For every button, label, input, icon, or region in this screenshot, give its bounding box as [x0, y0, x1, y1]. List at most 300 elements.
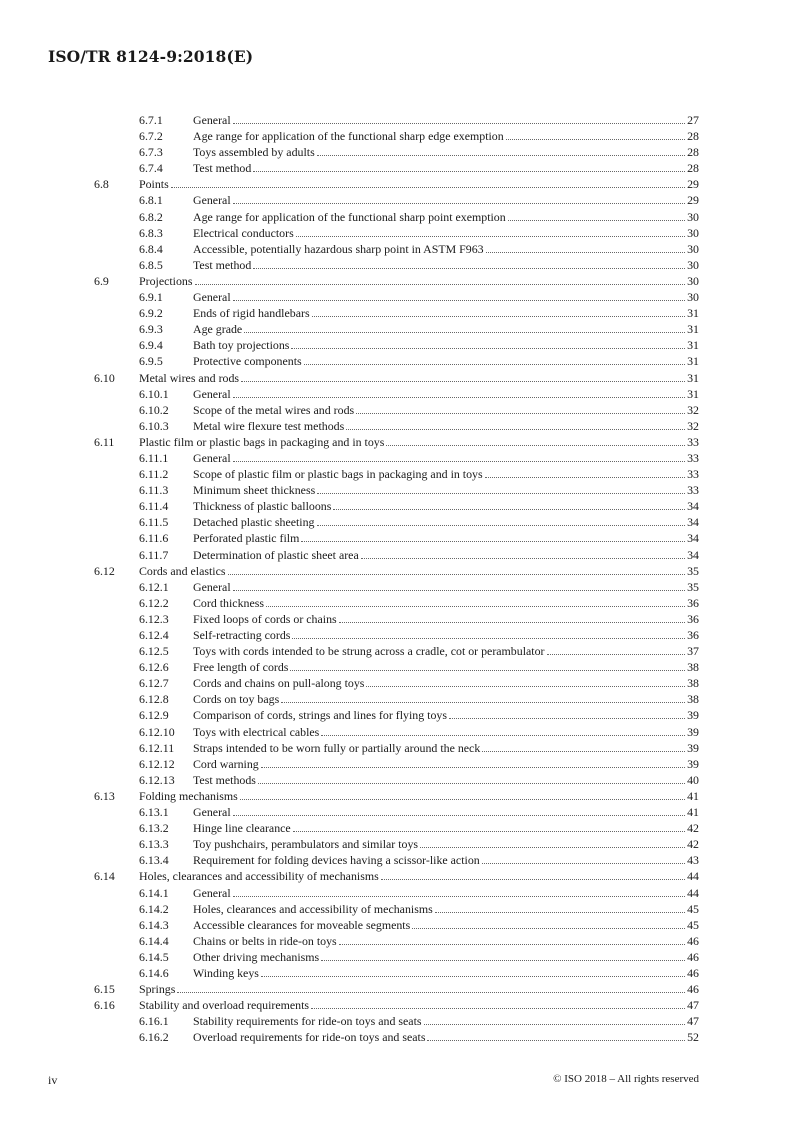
toc-entry-line: [193, 740, 699, 756]
toc-entry-line: [193, 530, 699, 546]
toc-entry-number: 6.8: [94, 177, 109, 192]
toc-entry[interactable]: [94, 241, 699, 257]
dot-leader: [301, 541, 685, 542]
toc-entry-title: Toys assembled by adults: [193, 145, 315, 160]
toc-entry-line: [193, 112, 699, 128]
toc-entry-title: Test method: [193, 161, 252, 176]
toc-entry-title: General: [193, 386, 231, 401]
toc-entry-title: Points: [139, 177, 169, 192]
toc-entry-number: 6.12.12: [139, 756, 175, 771]
toc-entry[interactable]: [94, 563, 699, 579]
toc-entry[interactable]: [94, 434, 699, 450]
toc-entry-page: 34: [687, 547, 699, 562]
toc-entry-number: 6.12.8: [139, 692, 169, 707]
toc-entry-title: Bath toy projections: [193, 338, 290, 353]
toc-entry[interactable]: [94, 933, 699, 949]
dot-leader: [291, 348, 685, 349]
toc-entry-number: 6.7.2: [139, 129, 163, 144]
toc-entry-title: Thickness of plastic balloons: [193, 499, 332, 514]
dot-leader: [356, 413, 685, 414]
toc-entry-number: 6.12.3: [139, 611, 169, 626]
toc-entry-line: [193, 707, 699, 723]
dot-leader: [233, 896, 685, 897]
toc-entry-line: [193, 192, 699, 208]
toc-entry-line: [139, 434, 699, 450]
toc-entry-title: Cords and elastics: [139, 563, 226, 578]
toc-entry-number: 6.13.4: [139, 853, 169, 868]
toc-entry-title: Cords and chains on pull-along toys: [193, 676, 365, 691]
toc-entry-line: [139, 370, 699, 386]
dot-leader: [195, 284, 686, 285]
toc-entry[interactable]: [94, 176, 699, 192]
dot-leader: [253, 268, 685, 269]
toc-entry-page: 33: [687, 467, 699, 482]
toc-entry-title: Age range for application of the functional sharp edge exemption: [193, 129, 504, 144]
toc-entry[interactable]: [94, 353, 699, 369]
toc-entry[interactable]: [94, 514, 699, 530]
toc-entry-line: [193, 466, 699, 482]
toc-entry-number: 6.13.2: [139, 821, 169, 836]
toc-entry-line: [193, 691, 699, 707]
toc-entry-page: 38: [687, 692, 699, 707]
toc-entry-title: Test method: [193, 257, 252, 272]
toc-entry-number: 6.9: [94, 273, 109, 288]
toc-entry-title: Folding mechanisms: [139, 788, 238, 803]
toc-entry-title: General: [193, 290, 231, 305]
toc-entry-page: 46: [687, 965, 699, 980]
toc-entry-number: 6.10.3: [139, 418, 169, 433]
toc-entry[interactable]: [94, 740, 699, 756]
toc-entry[interactable]: [94, 885, 699, 901]
dot-leader: [240, 799, 685, 800]
toc-entry-page: 38: [687, 676, 699, 691]
toc-entry-title: Cord warning: [193, 756, 259, 771]
toc-entry-number: 6.9.3: [139, 322, 163, 337]
toc-entry[interactable]: [94, 450, 699, 466]
toc-entry-title: General: [193, 885, 231, 900]
toc-entry-number: 6.12.4: [139, 628, 169, 642]
toc-entry-page: 37: [687, 644, 699, 659]
toc-entry-page: 52: [687, 1030, 699, 1045]
toc-entry-number: 6.12.9: [139, 708, 169, 723]
toc-entry[interactable]: [94, 788, 699, 804]
toc-entry-number: 6.16: [94, 998, 115, 1013]
dot-leader: [261, 767, 685, 768]
toc-entry-number: 6.12.10: [139, 724, 175, 739]
toc-entry-line: [139, 997, 699, 1013]
toc-entry[interactable]: [94, 627, 699, 643]
toc-entry-number: 6.7.3: [139, 145, 163, 160]
toc-entry-line: [139, 273, 699, 289]
toc-entry-line: [139, 868, 699, 884]
toc-entry[interactable]: [94, 305, 699, 321]
toc-entry-line: [193, 514, 699, 530]
toc-entry-number: 6.10.2: [139, 402, 169, 417]
toc-entry-number: 6.16.2: [139, 1030, 169, 1045]
toc-entry[interactable]: [94, 128, 699, 144]
toc-entry-line: [193, 965, 699, 981]
toc-entry-title: General: [193, 193, 231, 208]
toc-entry[interactable]: [94, 466, 699, 482]
toc-entry-page: 29: [687, 193, 699, 208]
toc-entry-page: 45: [687, 917, 699, 932]
toc-entry-page: 33: [687, 483, 699, 498]
toc-entry-number: 6.13.1: [139, 805, 169, 820]
toc-entry-title: Determination of plastic sheet area: [193, 547, 359, 562]
toc-entry[interactable]: [94, 804, 699, 820]
dot-leader: [317, 493, 685, 494]
toc-entry-line: [139, 981, 699, 997]
toc-entry-title: Holes, clearances and accessibility of mechanisms: [139, 869, 379, 884]
toc-entry-line: [193, 337, 699, 353]
toc-entry-title: Fixed loops of cords or chains: [193, 611, 337, 626]
toc-entry-number: 6.14.5: [139, 949, 169, 964]
toc-entry[interactable]: [94, 530, 699, 546]
toc-entry-number: 6.11.4: [139, 499, 169, 514]
toc-entry-line: [193, 547, 699, 563]
toc-entry-title: Projections: [139, 273, 193, 288]
toc-entry-page: 47: [687, 1014, 699, 1029]
toc-entry-number: 6.14.1: [139, 885, 169, 900]
dot-leader: [435, 912, 685, 913]
dot-leader: [233, 300, 685, 301]
toc-entry-number: 6.8.1: [139, 193, 163, 208]
toc-entry-number: 6.11.3: [139, 483, 169, 498]
toc-entry[interactable]: [94, 675, 699, 691]
toc-entry[interactable]: [94, 273, 699, 289]
dot-leader: [233, 123, 685, 124]
toc-entry-page: 30: [687, 290, 699, 305]
toc-entry-page: 39: [687, 756, 699, 771]
toc-entry-page: 43: [687, 853, 699, 868]
toc-entry-page: 35: [687, 563, 699, 578]
toc-entry-line: [139, 563, 699, 579]
toc-entry[interactable]: [94, 852, 699, 868]
toc-entry-page: 31: [687, 386, 699, 401]
toc-entry-title: Cord thickness: [193, 595, 265, 610]
toc-entry-number: 6.7.1: [139, 113, 163, 127]
dot-leader: [266, 606, 685, 607]
toc-entry-page: 30: [687, 209, 699, 224]
dot-leader: [427, 1040, 685, 1041]
toc-entry[interactable]: [94, 981, 699, 997]
toc-entry[interactable]: [94, 949, 699, 965]
dot-leader: [366, 686, 685, 687]
toc-entry-number: 6.14.4: [139, 933, 169, 948]
toc-entry-page: 34: [687, 499, 699, 514]
toc-entry[interactable]: [94, 820, 699, 836]
toc-entry-page: 29: [687, 177, 699, 192]
table-of-contents: [94, 112, 699, 1045]
toc-entry-number: 6.12.11: [139, 740, 175, 755]
dot-leader: [253, 171, 685, 172]
toc-entry-page: 31: [687, 306, 699, 321]
toc-entry-title: General: [193, 113, 231, 127]
toc-entry-title: Requirement for folding devices having a scissor-like action: [193, 853, 480, 868]
toc-entry-title: Detached plastic sheeting: [193, 515, 315, 530]
toc-entry-number: 6.9.4: [139, 338, 163, 353]
toc-entry[interactable]: [94, 112, 699, 128]
toc-entry[interactable]: [94, 370, 699, 386]
toc-entry-page: 34: [687, 531, 699, 546]
dot-leader: [296, 236, 685, 237]
toc-entry-line: [193, 659, 699, 675]
toc-entry-line: [193, 917, 699, 933]
toc-entry-number: 6.13: [94, 788, 115, 803]
toc-entry-title: Scope of the metal wires and rods: [193, 402, 355, 417]
dot-leader: [386, 445, 685, 446]
toc-entry-line: [193, 160, 699, 176]
toc-entry-page: 30: [687, 257, 699, 272]
toc-entry[interactable]: [94, 917, 699, 933]
dot-leader: [311, 1008, 685, 1009]
toc-entry[interactable]: [94, 595, 699, 611]
toc-entry-title: Electrical conductors: [193, 225, 294, 240]
toc-entry-number: 6.14: [94, 869, 115, 884]
toc-entry[interactable]: [94, 160, 699, 176]
toc-entry-line: [193, 885, 699, 901]
toc-entry-title: Free length of cords: [193, 660, 289, 675]
toc-entry-title: Stability requirements for ride-on toys and seats: [193, 1014, 422, 1029]
toc-entry[interactable]: [94, 257, 699, 273]
toc-entry-page: 46: [687, 949, 699, 964]
copyright-notice: © ISO 2018 – All rights reserved: [553, 1073, 699, 1085]
toc-entry-title: Test methods: [193, 772, 256, 787]
toc-entry-line: [193, 498, 699, 514]
toc-entry-title: Protective components: [193, 354, 302, 369]
toc-entry-title: Plastic film or plastic bags in packaging and in toys: [139, 434, 385, 449]
toc-entry-number: 6.12: [94, 563, 115, 578]
dot-leader: [292, 638, 685, 639]
toc-entry-page: 33: [687, 434, 699, 449]
toc-entry-line: [193, 305, 699, 321]
toc-entry[interactable]: [94, 579, 699, 595]
toc-entry-number: 6.11.1: [139, 450, 169, 465]
dot-leader: [233, 397, 685, 398]
toc-entry-number: 6.13.3: [139, 837, 169, 852]
dot-leader: [171, 187, 685, 188]
toc-entry-number: 6.11.6: [139, 531, 169, 546]
toc-entry-page: 34: [687, 515, 699, 530]
toc-entry[interactable]: [94, 691, 699, 707]
dot-leader: [233, 815, 685, 816]
toc-entry-line: [193, 353, 699, 369]
toc-entry[interactable]: [94, 659, 699, 675]
dot-leader: [317, 155, 685, 156]
toc-entry-page: 28: [687, 145, 699, 160]
toc-entry-title: General: [193, 450, 231, 465]
toc-entry-line: [193, 289, 699, 305]
toc-entry-page: 39: [687, 740, 699, 755]
toc-entry-line: [193, 241, 699, 257]
dot-leader: [506, 139, 685, 140]
toc-entry-number: 6.12.2: [139, 595, 169, 610]
toc-entry-title: Straps intended to be worn fully or partially around the neck: [193, 740, 481, 755]
toc-entry[interactable]: [94, 997, 699, 1013]
dot-leader: [258, 783, 685, 784]
toc-entry-title: General: [193, 579, 231, 594]
toc-entry-title: Holes, clearances and accessibility of mechanisms: [193, 901, 433, 916]
toc-entry-number: 6.9.1: [139, 290, 163, 305]
toc-entry-title: Toy pushchairs, perambulators and similar toys: [193, 837, 419, 852]
toc-entry[interactable]: [94, 482, 699, 498]
toc-entry-page: 31: [687, 322, 699, 337]
dot-leader: [293, 831, 685, 832]
toc-entry-number: 6.8.2: [139, 209, 163, 224]
toc-entry[interactable]: [94, 498, 699, 514]
toc-entry-page: 28: [687, 161, 699, 176]
toc-entry-page: 39: [687, 724, 699, 739]
toc-entry-title: General: [193, 805, 231, 820]
toc-entry-page: 31: [687, 370, 699, 385]
toc-entry-page: 35: [687, 579, 699, 594]
dot-leader: [420, 847, 685, 848]
toc-entry-title: Age range for application of the functional sharp point exemption: [193, 209, 506, 224]
toc-entry[interactable]: [94, 144, 699, 160]
toc-entry-title: Springs: [139, 982, 176, 997]
toc-entry-page: 44: [687, 869, 699, 884]
toc-entry[interactable]: [94, 707, 699, 723]
toc-entry[interactable]: [94, 1029, 699, 1045]
dot-leader: [547, 654, 686, 655]
toc-entry-title: Ends of rigid handlebars: [193, 306, 310, 321]
toc-entry-line: [193, 450, 699, 466]
toc-entry[interactable]: [94, 901, 699, 917]
dot-leader: [321, 960, 685, 961]
toc-entry-number: 6.9.5: [139, 354, 163, 369]
toc-entry-page: 39: [687, 708, 699, 723]
dot-leader: [312, 316, 686, 317]
toc-entry-line: [193, 209, 699, 225]
toc-entry-number: 6.9.2: [139, 306, 163, 321]
toc-entry-page: 32: [687, 418, 699, 433]
dot-leader: [241, 381, 685, 382]
toc-entry-line: [193, 418, 699, 434]
toc-entry-title: Overload requirements for ride-on toys and seats: [193, 1030, 426, 1045]
toc-entry-line: [193, 933, 699, 949]
toc-entry-title: Age grade: [193, 322, 243, 337]
dot-leader: [233, 461, 685, 462]
toc-entry[interactable]: [94, 772, 699, 788]
toc-entry-page: 32: [687, 402, 699, 417]
toc-entry-page: 30: [687, 241, 699, 256]
toc-entry-line: [193, 852, 699, 868]
toc-entry-number: 6.11.2: [139, 467, 169, 482]
toc-entry-line: [193, 1013, 699, 1029]
toc-entry-title: Comparison of cords, strings and lines for flying toys: [193, 708, 447, 723]
toc-entry-title: Accessible, potentially hazardous sharp point in ASTM F963: [193, 241, 484, 256]
dot-leader: [424, 1024, 686, 1025]
toc-entry[interactable]: [94, 386, 699, 402]
toc-entry[interactable]: [94, 225, 699, 241]
dot-leader: [339, 622, 685, 623]
toc-entry-title: Winding keys: [193, 965, 259, 980]
dot-leader: [482, 863, 685, 864]
toc-entry-title: Perforated plastic film: [193, 531, 300, 546]
dot-leader: [381, 879, 685, 880]
toc-entry[interactable]: [94, 547, 699, 563]
toc-entry-number: 6.12.5: [139, 644, 169, 659]
toc-entry-title: Stability and overload requirements: [139, 998, 310, 1013]
toc-entry-line: [193, 595, 699, 611]
toc-entry[interactable]: [94, 1013, 699, 1029]
page-number: iv: [48, 1073, 58, 1087]
toc-entry[interactable]: [94, 209, 699, 225]
toc-entry-line: [139, 176, 699, 192]
toc-entry-number: 6.14.3: [139, 917, 169, 932]
toc-entry-title: Other driving mechanisms: [193, 949, 320, 964]
toc-entry[interactable]: [94, 418, 699, 434]
toc-entry-page: 28: [687, 129, 699, 144]
toc-entry-page: 36: [687, 611, 699, 626]
toc-entry-title: Toys with cords intended to be strung across a cradle, cot or perambulator: [193, 644, 545, 659]
toc-entry[interactable]: [94, 192, 699, 208]
toc-entry-line: [193, 836, 699, 852]
dot-leader: [304, 364, 685, 365]
toc-entry-line: [193, 901, 699, 917]
toc-entry[interactable]: [94, 402, 699, 418]
toc-entry-title: Chains or belts in ride-on toys: [193, 933, 337, 948]
toc-entry-number: 6.10.1: [139, 386, 169, 401]
dot-leader: [281, 702, 685, 703]
toc-entry[interactable]: [94, 643, 699, 659]
toc-entry[interactable]: [94, 965, 699, 981]
toc-entry-number: 6.14.2: [139, 901, 169, 916]
dot-leader: [361, 558, 685, 559]
toc-entry-number: 6.14.6: [139, 965, 169, 980]
toc-entry[interactable]: [94, 724, 699, 740]
dot-leader: [482, 751, 685, 752]
toc-entry[interactable]: [94, 321, 699, 337]
dot-leader: [449, 718, 685, 719]
toc-entry[interactable]: [94, 611, 699, 627]
toc-entry-title: Scope of plastic film or plastic bags in packaging and in toys: [193, 467, 483, 482]
toc-entry-line: [193, 772, 699, 788]
toc-entry-title: Metal wire flexure test methods: [193, 418, 345, 433]
toc-entry-page: 44: [687, 885, 699, 900]
toc-entry[interactable]: [94, 756, 699, 772]
toc-entry[interactable]: [94, 337, 699, 353]
toc-entry-page: 30: [687, 225, 699, 240]
toc-entry-number: 6.8.4: [139, 241, 163, 256]
toc-entry-number: 6.16.1: [139, 1014, 169, 1029]
dot-leader: [346, 429, 685, 430]
toc-entry-number: 6.12.6: [139, 660, 169, 675]
toc-entry-page: 36: [687, 595, 699, 610]
toc-entry-line: [193, 144, 699, 160]
document-id-header: ISO/TR 8124-9:2018(E): [48, 47, 254, 66]
dot-leader: [233, 590, 685, 591]
toc-entry-page: 31: [687, 354, 699, 369]
toc-entry[interactable]: [94, 289, 699, 305]
toc-entry-page: 41: [687, 788, 699, 803]
toc-entry[interactable]: [94, 836, 699, 852]
toc-entry-page: 45: [687, 901, 699, 916]
toc-entry-line: [139, 788, 699, 804]
toc-entry[interactable]: [94, 868, 699, 884]
toc-entry-line: [193, 321, 699, 337]
toc-entry-line: [193, 482, 699, 498]
toc-entry-line: [193, 579, 699, 595]
toc-entry-number: 6.11: [94, 434, 115, 449]
dot-leader: [317, 525, 686, 526]
dot-leader: [339, 944, 685, 945]
toc-entry-number: 6.8.5: [139, 257, 163, 272]
dot-leader: [508, 220, 685, 221]
toc-entry-page: 46: [687, 982, 699, 997]
toc-entry-line: [193, 225, 699, 241]
toc-entry-line: [193, 386, 699, 402]
